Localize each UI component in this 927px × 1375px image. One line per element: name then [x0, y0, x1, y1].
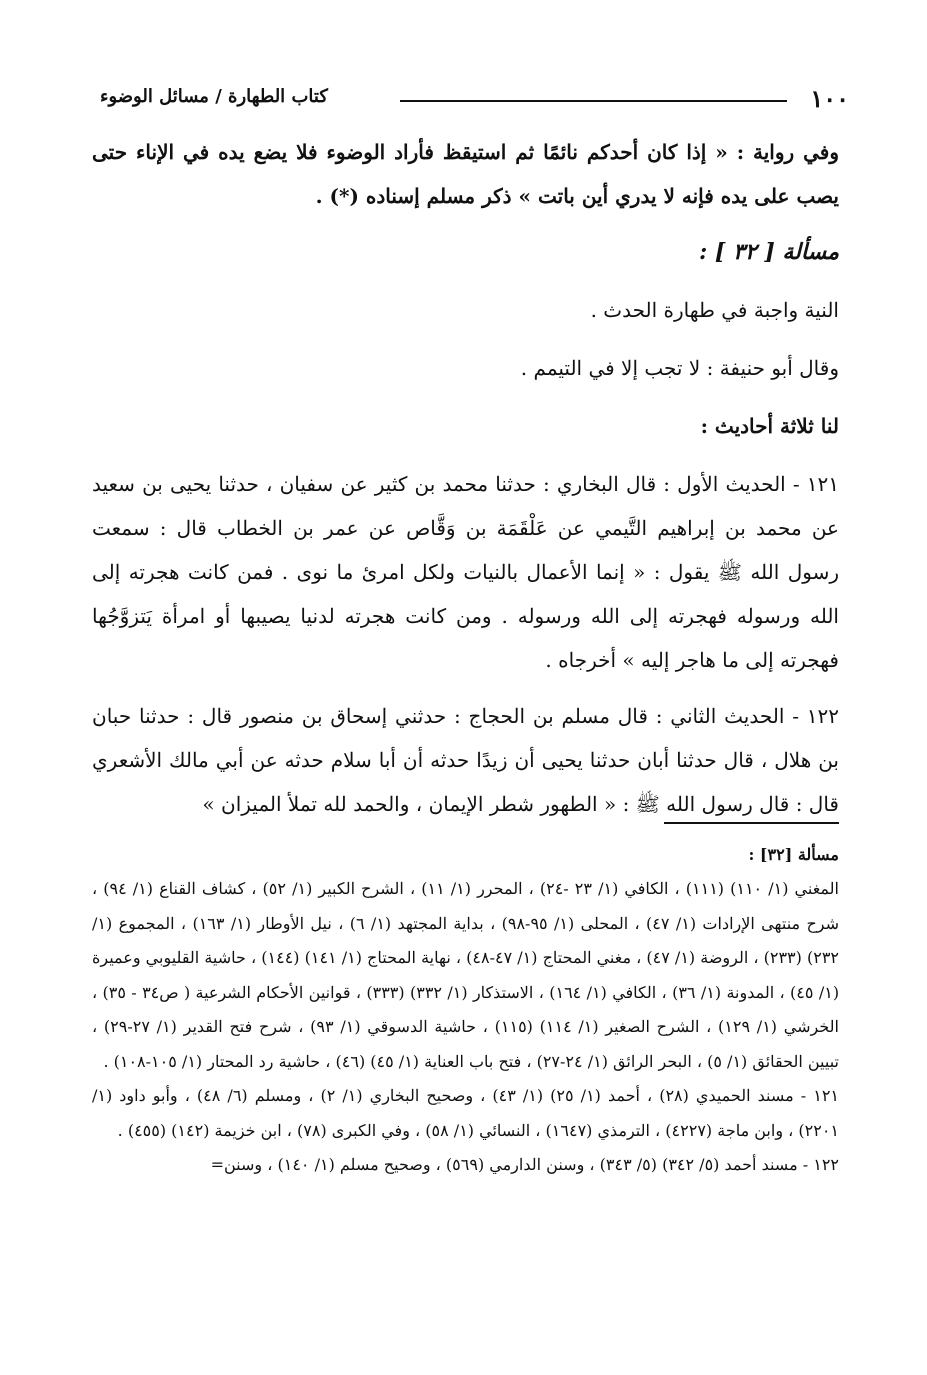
footnote-121: ١٢١ - مسند الحميدي (٢٨) ، أحمد (١/ ٢٥) (١/ ٤٣) ، وصحيح البخاري (١/ ٢) ، ومسلم (٦/ ٤٨) ، وأبو داود (١/ ٢٢٠١) ، وابن ماجة (٤٢٢٧) ، الترمذي (١٦٤٧) ، النسائي (١/ ٥٨) ، وفي الكبرى (٧٨) ، ابن خزيمة (١٤٢) (٤٥٥) . — [92, 1086, 840, 1140]
running-title: كتاب الطهارة / مسائل الوضوء — [100, 86, 328, 107]
header-rule — [400, 100, 787, 102]
footnote-122: ١٢٢ - مسند أحمد (٥/ ٣٤٢) (٥/ ٣٤٣) ، وسنن الدارمي (٥٦٩) ، وصحيح مسلم (١/ ١٤٠) ، وسنن= — [210, 1155, 839, 1174]
niyya-statement: النية واجبة في طهارة الحدث . — [590, 298, 839, 322]
footnote-masala-32: المغني (١/ ١١٠) (١١١) ، الكافي (١/ ٢٣ -٢٤) ، المحرر (١/ ١١) ، الشرح الكبير (١/ ٥٢) ، كشاف القناع (١/ ٩٤) ، شرح منتهى الإرادات (١/ ٤٧) ، المحلى (١/ ٩٥-٩٨) ، بداية المجتهد (١/ ٦) ، نيل الأوطار (١/ ١٦٣) ، المجموع (١/ ٢٣٢) (٢٣٣) ، الروضة (١/ ٤٧) ، مغني المحتاج (١/ ٤٧-٤٨) ، نهاية المحتاج (١/ ١٤١) (١٤٤) ، حاشية القليوبي وعميرة (١/ ٤٥) ، المدونة (١/ ٣٦) ، الكافي (١/ ١٦٤) ، الاستذكار (١/ ٣٣٢) (٣٣٣) ، قوانين الأحكام الشرعية ( ص٣٤ - ٣٥) ، الخرشي (١/ ١٢٩) ، الشرح الصغير (١/ ١١٤) (١١٥) ، حاشية الدسوقي (١/ ٩٣) ، شرح فتح القدير (١/ ٢٧-٢٩) ، تبيين الحقائق (١/ ٥) ، البحر الرائق (١/ ٢٤-٢٧) ، فتح باب العناية (١/ ٤٥) (٤٦) ، حاشية رد المحتار (١/ ١٠٥-١٠٨) . — [92, 879, 840, 1071]
footnote-separator — [664, 822, 839, 824]
main-text — [92, 130, 839, 826]
hadith-121: ١٢١ - الحديث الأول : قال البخاري : حدثنا محمد بن كثير عن سفيان ، حدثنا يحيى بن سعيد عن محمد بن إبراهيم التَّيمي عن عَلْقَمَة بن وَقَّاص عن عمر بن الخطاب قال : سمعت رسول الله ﷺ يقول : « إنما الأعمال بالنيات ولكل امرئ ما نوى . فمن كانت هجرته إلى الله ورسوله فهجرته إلى الله ورسوله . ومن كانت هجرته لدنيا يصيبها أو امرأة يَتزوَّجُها فهجرته إلى ما هاجر إليه » أخرجاه . — [92, 472, 839, 672]
page-number: ١٠٠ — [810, 84, 849, 113]
hadith-122: ١٢٢ - الحديث الثاني : قال مسلم بن الحجاج : حدثني إسحاق بن منصور قال : حدثنا حبان بن هلال ، قال حدثنا أبان حدثنا يحيى أن زيدًا حدثه أن أبا سلام حدثه عن أبي مالك الأشعري قال : قال رسول الله ﷺ : « الطهور شطر الإيمان ، والحمد لله تملأ الميزان » — [92, 704, 839, 816]
footnotes — [92, 838, 839, 1183]
abu-hanifa-statement: وقال أبو حنيفة : لا تجب إلا في التيمم . — [520, 356, 839, 380]
three-hadiths-heading: لنا ثلاثة أحاديث : — [700, 414, 839, 438]
riwaya-paragraph: وفي رواية : « إذا كان أحدكم نائمًا ثم استيقظ فأراد الوضوء فلا يضع يده في الإناء حتى يصب على يده فإنه لا يدري أين باتت » ذكر مسلم إسناده (*) . — [92, 140, 839, 208]
footnote-heading: مسألة [٣٢] : — [748, 845, 839, 864]
masala-heading: مسألة [ ٣٢ ] : — [699, 239, 839, 265]
page-header — [70, 80, 849, 120]
